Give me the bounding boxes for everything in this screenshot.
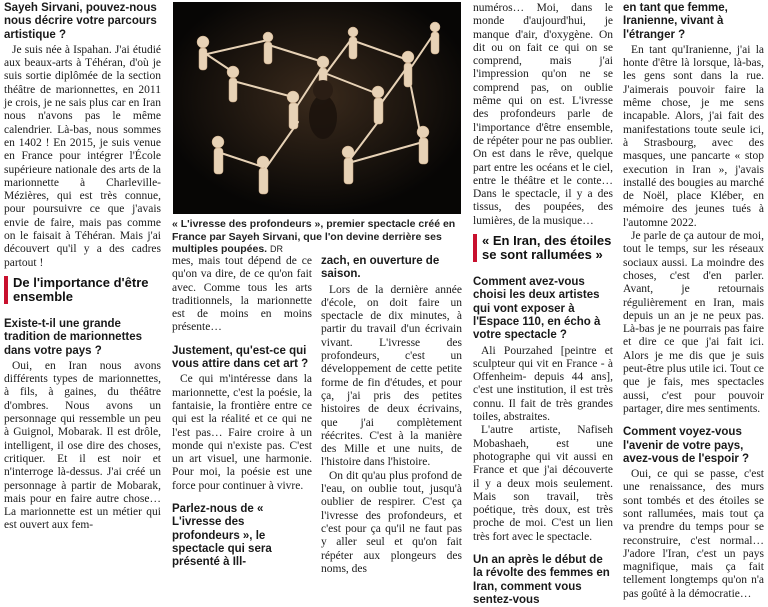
subheading-ensemble: De l'importance d'être ensemble: [4, 276, 161, 304]
photo-credit: DR: [270, 244, 284, 254]
answer-revolte: En tant qu'Iranienne, j'ai la honte d'être là lorsque, là-bas, les gens sont dans la rue. J'aimerais pouvoir faire la même chose, je me sens incapable. Alors, j'ai fait des manifestations toute seule ici, à Strasbourg, avec des masques, une pancarte « stop execution in Iran », j'avais installé des bougies au marché de Noël, place Kléber, en mémoire des jeunes tués à l'automne 2022.: [623, 43, 764, 229]
question-revolte-cont: en tant que femme, Iranienne, vivant à l'étranger ?: [623, 2, 728, 41]
question-spectacle-cont: zach, en ouverture de saison.: [321, 255, 440, 281]
caption-text: « L'ivresse des profondeurs », premier spectacle créé en France par Sayeh Sirvani, que l'on devine derrière ses multiples poupées.: [172, 218, 456, 255]
question-tradition: Existe-t-il une grande tradition de marionnettes dans votre pays ?: [4, 317, 143, 357]
answer-avenir: Oui, ce qui se passe, c'est une renaissance, des murs sont tombés et des étoiles se sont rallumées, mais tout ça va prendre du temps pour se reconstruire, c'est normal… J'adore l'Iran, c'est un pays magnifique, mais ça fait tellement longtemps qu'on n'a pas goûté à la démocratie…: [623, 468, 764, 600]
answer-attraction: Ce qui m'intéresse dans la marionnette, c'est la poésie, la fantaisie, la frontière entre ce qui est la réalité et ce qui ne l'est pas… Faire croire à un monde qui n'existe pas. C'est un art visuel, une harmonie. Pour moi, la poésie est une force pour continuer à vivre.: [172, 373, 312, 492]
column-4: [473, 2, 613, 606]
question-avenir: Comment voyez-vous l'avenir de votre pays, avez-vous de l'espoir ?: [623, 426, 750, 465]
column-5: [623, 2, 764, 600]
question-artistes: Comment avez-vous choisi les deux artistes qui vont exposer à l'Espace 110, en écho à votre spectacle ?: [473, 276, 601, 342]
photo-caption: [172, 218, 462, 256]
column-3: [321, 255, 462, 575]
answer-tradition: Oui, en Iran nous avons différents types de marionnettes, à fils, à gaines, du théâtre d'ombres. Nous avons un personnage qui ressemble un peu à Guignol, Mobarak. Il est drôle, intelligent, il ose dire des choses, critiquer. Et il est noir et n'interroge là-dessus. J'ai créé un personnage à partir de Mobarak, mais pour en faire autre chose… La marionnette est un métier qui est ouvert aux fem-: [4, 359, 161, 532]
question-spectacle: Parlez-nous de « L'ivresse des profondeurs », le spectacle qui sera présenté à Ill-: [172, 503, 272, 569]
column-1: [4, 2, 161, 532]
stage-photo: [173, 2, 461, 214]
subheading-etoiles: « En Iran, des étoiles se sont rallumées »: [473, 234, 613, 262]
answer-spectacle-2: On dit qu'au plus profond de l'eau, on oublie tout, jusqu'à oublier de respirer. C'est ça l'ivresse des profondeurs, et c'est pour ça qu'il ne faut pas y aller seul et qu'on fait répéter aux plongeurs des noms, des: [321, 469, 462, 575]
answer-parcours: Je suis née à Ispahan. J'ai étudié aux beaux-arts à Téhéran, d'où je suis sortie diplômée de la section théâtre de marionnettes, en 2011 je crois, je ne sais plus car en Iran nous n'avons pas le même calendrier. Là-bas, nous sommes en 1402 ! En 2015, je suis venue en France pour intégrer l'École supérieure nationale des arts de la marionnette à Charleville-Mézières, qui est très connue, pour poursuivre ce que j'avais envie de faire, mais pas comme on le faisait à Téhéran. Mais j'ai découvert qu'il y a des cadres partout !: [4, 43, 161, 269]
puppets-illustration: [173, 2, 461, 214]
question-attraction: Justement, qu'est-ce qui vous attire dans cet art ?: [172, 344, 309, 371]
answer-spectacle-cont: numéros… Moi, dans le monde d'aujourd'hui, je manque d'air, d'oxygène. On dit ou on fait ce qui on se comprend, mais j'ai l'impression qu'on ne se comprend pas, on oublie même qui on est. L'ivresse des profondeurs parle de l'importance d'être ensemble, de répéter pour ne pas oublier. On est dans le rêve, quelque part entre les océans et le ciel, entre le théâtre et le conte… Dans le spectacle, il y a des tissus, des poupées, des lumières, de la musique…: [473, 2, 613, 227]
answer-revolte-2: Je parle de ça autour de moi, tout le temps, sur les réseaux sociaux aussi. La moindre des choses, c'est d'en parler. Avant, je retournais régulièrement en Iran, mais depuis un an je ne peux pas. Là-bas je ne pourrais pas faire et dire ce que j'ai fait ici. Alors je me dis que je suis peut-être plus utile ici. Tout ce que je fais, mes spectacles aussi, c'est pour pouvoir partager, dire mes sentiments.: [623, 230, 764, 415]
answer-artistes-2: L'autre artiste, Nafiseh Mobashaeh, est une photographe qui vit aussi en France et que j'ai découverte il y a deux mois seulement. Mais son travail, très poétique, très doux, est très proche de moi. C'est un lien très fort avec le spectacle.: [473, 424, 613, 543]
question-parcours: Sayeh Sirvani, pouvez-nous nous décrire votre parcours artistique ?: [4, 2, 157, 41]
answer-spectacle: Lors de la dernière année d'école, on doit faire un spectacle de dix minutes, à partir du travail d'un écrivain vivant. L'ivresse des profondeurs, c'est un développement de cette petite forme de fin d'études, et pour ça, j'ai pris des petites histoires de deux écrivains, que j'ai complètement réécrites. C'est à la manière des Mille et une nuits, de l'histoire dans l'histoire.: [321, 283, 462, 469]
answer-tradition-cont: mes, mais tout dépend de ce qu'on va dire, de ce qu'on fait avec. Comme tous les arts traditionnels, la marionnette est de moins en moins présente…: [172, 255, 312, 334]
column-2: [172, 255, 312, 569]
question-revolte: Un an après le début de la révolte des femmes en Iran, comment vous sentez-vous: [473, 553, 610, 606]
answer-artistes: Ali Pourzahed [peintre et sculpteur qui vit en France - à Offenheim- depuis 44 ans], c'est une institution, il est très connu. Il fait de très grandes toiles, abstraites.: [473, 344, 613, 424]
